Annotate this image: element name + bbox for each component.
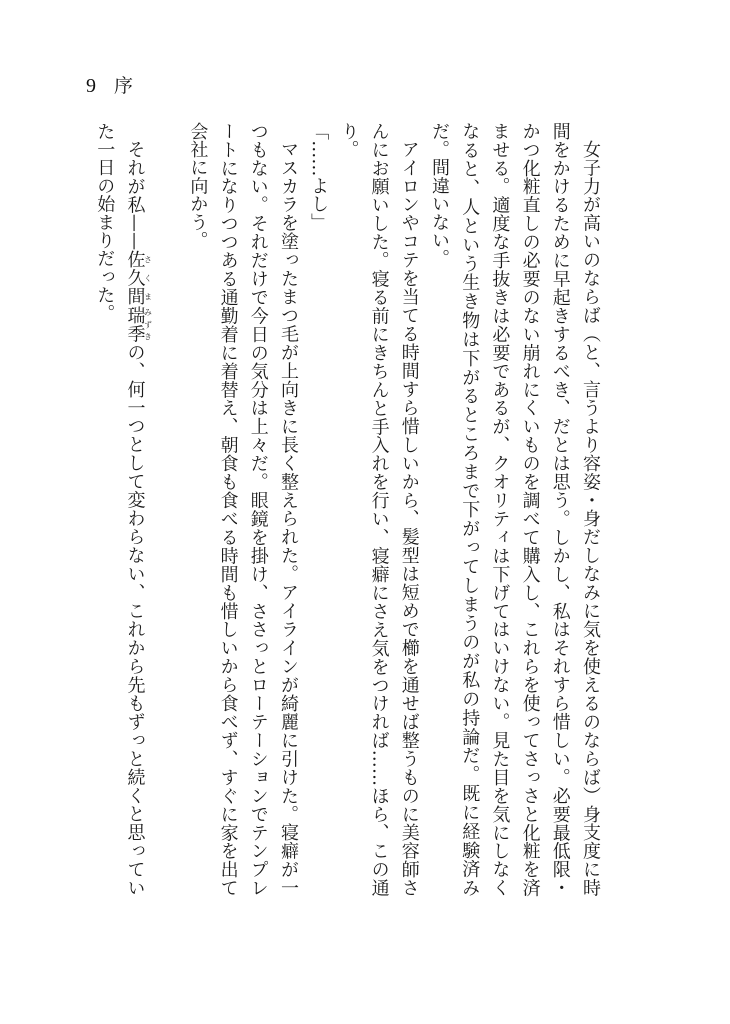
- paragraph-4: [89, 122, 152, 897]
- paragraph-2: アイロンやコテを当てる時間すら惜しいから、髪型は短めで櫛を通せば整うものに美容師さんにお願いした。寝る前にきちんと手入れを行い、寝癖にさえ気をつければ……ほら、この通り。: [338, 122, 420, 897]
- chapter-title: 序: [114, 75, 134, 97]
- name-given-ruby: [124, 306, 153, 343]
- vertical-body-text: [89, 122, 605, 897]
- blank-line-spacer: [152, 122, 182, 897]
- paragraph-3: マスカラを塗ったまつ毛が上向きに長く整えられた。アイラインが綺麗に引けた。寝癖が一つもない。それだけで今日の気分は上々だ。眼鏡を掛け、ささっとローテーションでテンプレートになりつつある通勤着に着替え、朝食も食べる時間も惜しいから食べず、すぐに家を出て会社に向かう。: [187, 122, 299, 897]
- given-name-base: 瑞季: [124, 306, 146, 343]
- page-number: 9: [86, 75, 96, 97]
- paragraph-4-tail: の、何一つとして変わらない、これから先もずっと続くと思っていた一日の始まりだった。: [94, 122, 146, 898]
- surname-reading: さくま: [143, 250, 153, 306]
- name-surname-ruby: [124, 250, 153, 307]
- page-header: [86, 74, 133, 98]
- dialogue-line: 「……よし」: [308, 122, 330, 232]
- paragraph-4-lead: それが私——: [124, 140, 146, 251]
- paragraph-1: 女子力が高いのならば（と、言うより容姿・身だしなみに気を使えるのならば）身支度に時間をかけるために早起きするべき、だとは思う。しかし、私はそれすら惜しい。必要最低限・かつ化粧直しの必要のない崩れにくいものを調べて購入し、これらを使ってさっさと化粧を済ませる。適度な手抜きは必要であるが、クオリティは下げてはいけない。見た目を気にしなくなると、人という生き物は下がるところまで下がってしまうのが私の持論だ。既に経験済みだ。間違いない。: [428, 122, 601, 897]
- surname-base: 佐久間: [124, 250, 146, 307]
- given-name-reading: みずき: [143, 306, 153, 343]
